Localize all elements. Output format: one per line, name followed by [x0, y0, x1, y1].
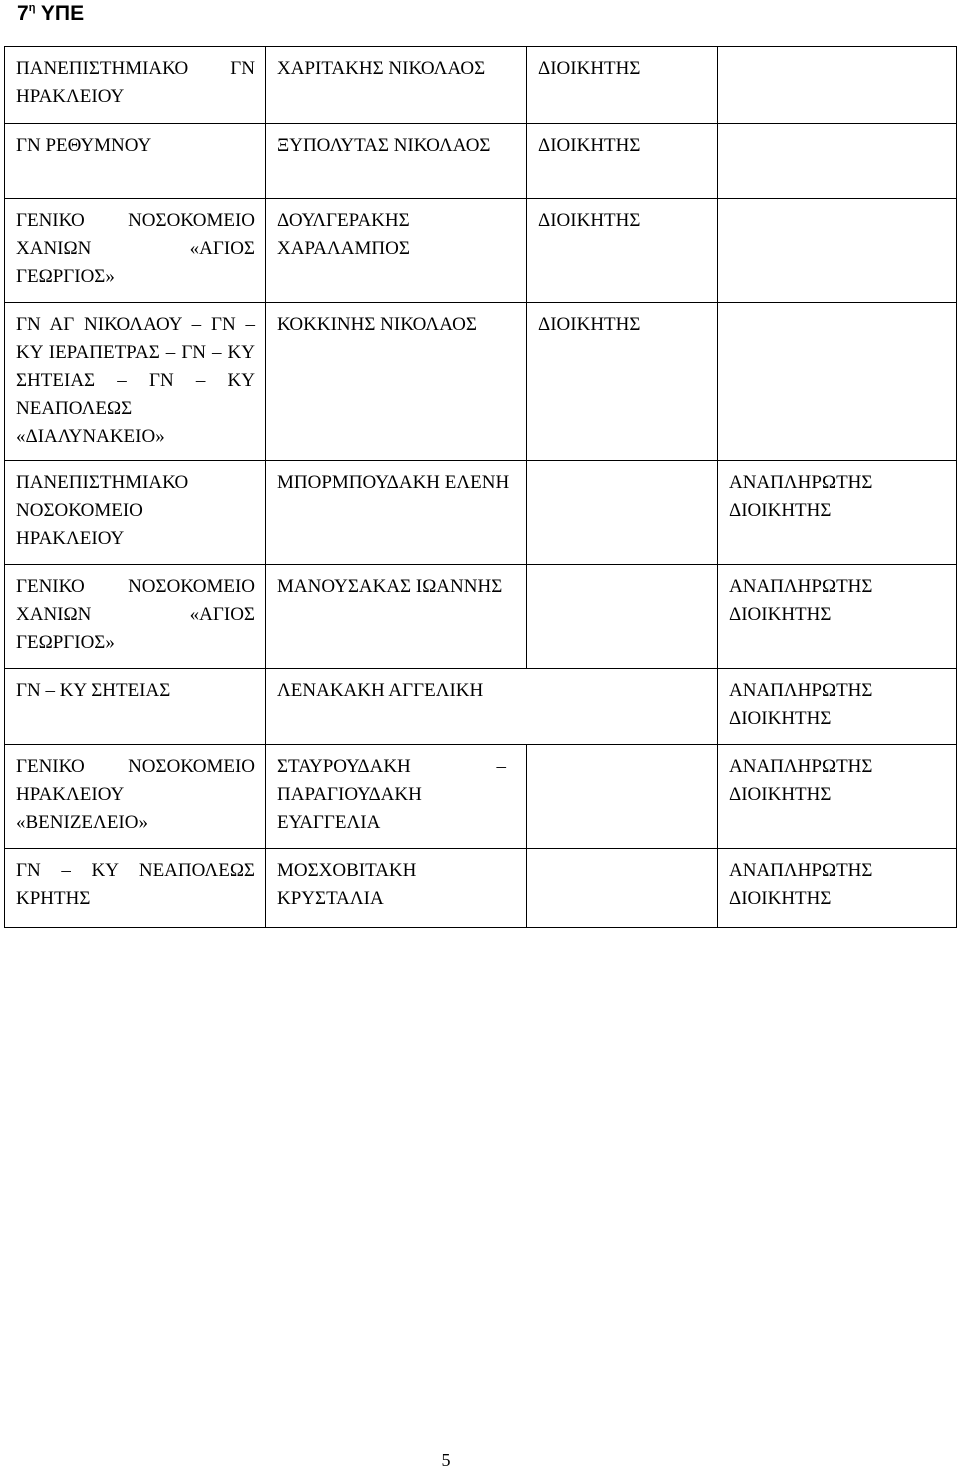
deputy-cell [718, 124, 957, 199]
name-cell: ΜΠΟΡΜΠΟΥΔΑΚΗ ΕΛΕΝΗ [266, 461, 527, 565]
deputy-cell: ΑΝΑΠΛΗΡΩΤΗΣ ΔΙΟΙΚΗΤΗΣ [718, 669, 957, 745]
table-row [5, 565, 957, 669]
page-number: 5 [441, 1450, 451, 1470]
director-cell: ΔΙΟΙΚΗΤΗΣ [527, 303, 718, 461]
appointments-table [4, 46, 957, 928]
director-cell: ΔΙΟΙΚΗΤΗΣ [527, 124, 718, 199]
table-row [5, 849, 957, 928]
region-number: 7 [17, 2, 29, 25]
hospital-cell: ΓΝ – ΚΥ ΝΕΑΠΟΛΕΩΣ ΚΡΗΤΗΣ [5, 849, 266, 928]
hospital-cell: ΓΕΝΙΚΟ ΝΟΣΟΚΟΜΕΙΟ ΗΡΑΚΛΕΙΟΥ «ΒΕΝΙΖΕΛΕΙΟ» [5, 745, 266, 849]
hospital-cell: ΠΑΝΕΠΙΣΤΗΜΙΑΚΟ ΓΝ ΗΡΑΚΛΕΙΟΥ [5, 47, 266, 124]
hospital-cell: ΓΝ ΡΕΘΥΜΝΟΥ [5, 124, 266, 199]
deputy-cell [718, 199, 957, 303]
hospital-cell: ΓΝ ΑΓ ΝΙΚΟΛΑΟΥ – ΓΝ – ΚΥ ΙΕΡΑΠΕΤΡΑΣ – ΓΝ – ΚΥ ΣΗΤΕΙΑΣ – ΓΝ – ΚΥ ΝΕΑΠΟΛΕΩΣ «ΔΙΑΛΥΝΑΚΕΙΟ» [5, 303, 266, 461]
table-row [5, 124, 957, 199]
region-label: ΥΠΕ [40, 2, 85, 25]
name-cell: ΔΟΥΛΓΕΡΑΚΗΣ ΧΑΡΑΛΑΜΠΟΣ [266, 199, 527, 303]
table-row [5, 47, 957, 124]
deputy-cell [718, 47, 957, 124]
table-row [5, 745, 957, 849]
director-cell: ΔΙΟΙΚΗΤΗΣ [527, 199, 718, 303]
hospital-cell: ΓΕΝΙΚΟ ΝΟΣΟΚΟΜΕΙΟ ΧΑΝΙΩΝ «ΑΓΙΟΣ ΓΕΩΡΓΙΟΣ» [5, 199, 266, 303]
director-cell [527, 461, 718, 565]
director-cell: ΔΙΟΙΚΗΤΗΣ [527, 47, 718, 124]
name-cell: ΜΟΣΧΟΒΙΤΑΚΗ ΚΡΥΣΤΑΛΙΑ [266, 849, 527, 928]
deputy-cell [718, 303, 957, 461]
hospital-cell: ΠΑΝΕΠΙΣΤΗΜΙΑΚΟ ΝΟΣΟΚΟΜΕΙΟ ΗΡΑΚΛΕΙΟΥ [5, 461, 266, 565]
name-cell: ΛΕΝΑΚΑΚΗ ΑΓΓΕΛΙΚΗ [266, 669, 718, 745]
director-cell [527, 849, 718, 928]
hospital-cell: ΓΝ – ΚΥ ΣΗΤΕΙΑΣ [5, 669, 266, 745]
name-cell: ΜΑΝΟΥΣΑΚΑΣ ΙΩΑΝΝΗΣ [266, 565, 527, 669]
name-cell: ΣΤΑΥΡΟΥΔΑΚΗ – ΠΑΡΑΓΙΟΥΔΑΚΗ ΕΥΑΓΓΕΛΙΑ [266, 745, 527, 849]
table-row [5, 461, 957, 565]
name-cell: ΚΟΚΚΙΝΗΣ ΝΙΚΟΛΑΟΣ [266, 303, 527, 461]
page-heading [17, 0, 84, 28]
name-cell: ΞΥΠΟΛΥΤΑΣ ΝΙΚΟΛΑΟΣ [266, 124, 527, 199]
table-row [5, 669, 957, 745]
director-cell [527, 745, 718, 849]
table-row [5, 199, 957, 303]
ordinal-suffix: η [28, 2, 36, 14]
deputy-cell: ΑΝΑΠΛΗΡΩΤΗΣ ΔΙΟΙΚΗΤΗΣ [718, 461, 957, 565]
deputy-cell: ΑΝΑΠΛΗΡΩΤΗΣ ΔΙΟΙΚΗΤΗΣ [718, 745, 957, 849]
director-cell [527, 565, 718, 669]
hospital-cell: ΓΕΝΙΚΟ ΝΟΣΟΚΟΜΕΙΟ ΧΑΝΙΩΝ «ΑΓΙΟΣ ΓΕΩΡΓΙΟΣ» [5, 565, 266, 669]
deputy-cell: ΑΝΑΠΛΗΡΩΤΗΣ ΔΙΟΙΚΗΤΗΣ [718, 565, 957, 669]
deputy-cell: ΑΝΑΠΛΗΡΩΤΗΣ ΔΙΟΙΚΗΤΗΣ [718, 849, 957, 928]
name-cell: ΧΑΡΙΤΑΚΗΣ ΝΙΚΟΛΑΟΣ [266, 47, 527, 124]
table-row [5, 303, 957, 461]
